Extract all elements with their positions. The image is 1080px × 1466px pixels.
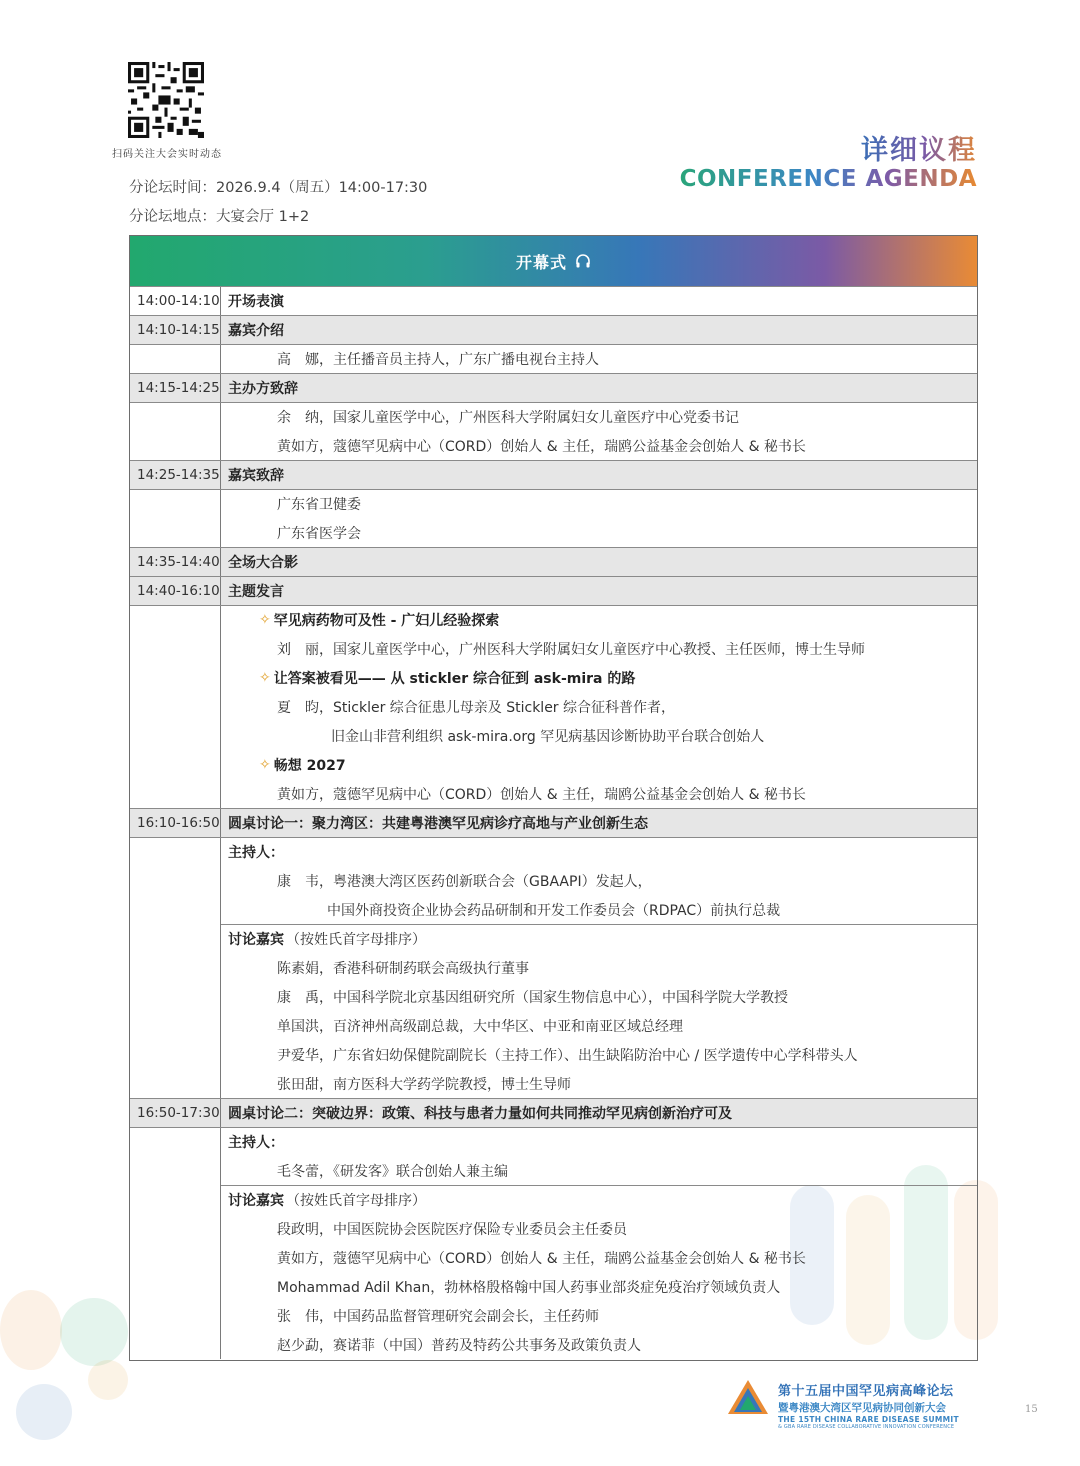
speaker-line: 夏 昀，Stickler 综合征患儿母亲及 Stickler 综合征科普作者，	[277, 699, 676, 716]
speaker-line: 黄如方，蔻德罕见病中心（CORD）创始人 & 主任，瑞鸥公益基金会创始人 & 秘书长	[277, 786, 806, 803]
agenda-row	[130, 866, 977, 895]
speaker-line: 尹爱华，广东省妇幼保健院副院长（主持工作）、出生缺陷防治中心 / 医学遗传中心学科带头人	[277, 1047, 858, 1064]
agenda-row	[130, 547, 977, 576]
time-cell: 14:10-14:15	[130, 316, 221, 344]
summit-name-cn: 第十五届中国罕见病高峰论坛	[778, 1384, 954, 1399]
panel-label	[221, 1185, 977, 1214]
time-cell: 16:50-17:30	[130, 1099, 221, 1127]
time-cell: 14:35-14:40	[130, 548, 221, 576]
decor-circle	[0, 1290, 62, 1370]
section-banner	[130, 236, 977, 286]
session-title: 开场表演	[228, 294, 284, 310]
time-cell: 14:15-14:25	[130, 374, 221, 402]
agenda-row	[130, 1011, 977, 1040]
panel-label	[221, 924, 977, 953]
agenda-row	[130, 518, 977, 547]
qr-caption: 扫码关注大会实时动态	[112, 149, 222, 160]
agenda-row	[130, 924, 977, 953]
speaker-line: 黄如方，蔻德罕见病中心（CORD）创始人 & 主任，瑞鸥公益基金会创始人 & 秘书长	[277, 438, 806, 455]
talk-topic	[221, 606, 977, 634]
agenda-row	[130, 1330, 977, 1359]
agenda-row	[130, 1185, 977, 1214]
session-title: 圆桌讨论一：聚力湾区：共建粤港澳罕见病诊疗高地与产业创新生态	[228, 816, 648, 832]
speaker-line: Mohammad Adil Khan，勃林格殷格翰中国人药事业部炎症免疫治疗领域负责人	[277, 1279, 781, 1296]
time-cell: 14:00-14:10	[130, 287, 221, 315]
speaker-line: 旧金山非营利组织 ask-mira.org 罕见病基因诊断协助平台联合创始人	[331, 728, 765, 745]
agenda-row	[130, 721, 977, 750]
session-title: 嘉宾介绍	[228, 323, 284, 339]
speaker-line: 广东省医学会	[277, 525, 361, 542]
sparkle-icon: ✧	[259, 669, 271, 686]
talk-topic	[221, 663, 977, 692]
agenda-row	[130, 1301, 977, 1330]
time-cell: 14:25-14:35	[130, 461, 221, 489]
sparkle-icon: ✧	[259, 756, 271, 773]
session-title: 全场大合影	[228, 555, 298, 571]
summit-name-en: THE 15TH CHINA RARE DISEASE SUMMIT	[778, 1415, 959, 1424]
banner-label: 开幕式	[515, 252, 567, 272]
page-title-cn: 详细议程	[861, 128, 977, 167]
speaker-line: 陈素娟，香港科研制药联会高级执行董事	[277, 960, 529, 977]
headphones-icon	[575, 253, 591, 269]
time-cell: 16:10-16:50	[130, 809, 221, 837]
session-title: 圆桌讨论二：突破边界：政策、科技与患者力量如何共同推动罕见病创新治疗可及	[228, 1106, 732, 1122]
panel-note: （按姓氏首字母排序）	[286, 932, 426, 948]
time-cell: 14:40-16:10	[130, 577, 221, 605]
agenda-row	[130, 1272, 977, 1301]
talk-title: 畅想 2027	[273, 757, 346, 774]
agenda-row	[130, 373, 977, 402]
agenda-table	[129, 235, 978, 1361]
host-label	[221, 1128, 977, 1156]
speaker-line: 张 伟，中国药品监督管理研究会副会长，主任药师	[277, 1308, 599, 1325]
speaker-line: 康 韦，粤港澳大湾区医药创新联合会（GBAAPI）发起人，	[277, 873, 652, 890]
agenda-row	[130, 344, 977, 373]
agenda-row	[130, 1156, 977, 1185]
qr-code[interactable]	[128, 62, 204, 138]
speaker-line: 高 娜，主任播音员主持人，广东广播电视台主持人	[277, 352, 599, 368]
agenda-row	[130, 431, 977, 460]
agenda-row	[130, 982, 977, 1011]
agenda-row	[130, 1127, 977, 1156]
forum-time: 分论坛时间：2026.9.4（周五）14:00-17:30	[129, 180, 428, 196]
speaker-line: 赵少勐，赛诺菲（中国）普药及特药公共事务及政策负责人	[277, 1337, 641, 1354]
agenda-row	[130, 1069, 977, 1098]
agenda-row	[130, 837, 977, 866]
agenda-row	[130, 315, 977, 344]
agenda-row	[130, 663, 977, 692]
agenda-row	[130, 576, 977, 605]
agenda-row	[130, 1214, 977, 1243]
summit-subtitle-cn: 暨粤港澳大湾区罕见病协同创新大会	[778, 1402, 946, 1414]
host-label	[221, 838, 977, 866]
agenda-row	[130, 489, 977, 518]
agenda-row	[130, 1040, 977, 1069]
summit-subtitle-en: & GBA RARE DISEASE COLLABORATIVE INNOVATION CONFERENCE	[778, 1424, 955, 1430]
talk-title: 让答案被看见—— 从 stickler 综合征到 ask-mira 的路	[273, 670, 636, 687]
session-title: 主题发言	[228, 584, 284, 600]
agenda-row	[130, 460, 977, 489]
agenda-row	[130, 1098, 977, 1127]
speaker-line: 单国洪，百济神州高级副总裁，大中华区、中亚和南亚区域总经理	[277, 1018, 683, 1035]
summit-logo	[726, 1378, 770, 1418]
agenda-row	[130, 808, 977, 837]
agenda-row	[130, 402, 977, 431]
panel-label-text: 讨论嘉宾	[228, 1193, 284, 1209]
speaker-line: 毛冬蕾，《研发客》联合创始人兼主编	[277, 1163, 508, 1180]
summit-name	[778, 1380, 980, 1430]
sparkle-icon: ✧	[259, 612, 271, 628]
talk-title: 罕见病药物可及性 - 广妇儿经验探索	[273, 613, 500, 629]
speaker-line: 刘 丽，国家儿童医学中心，广州医科大学附属妇女儿童医疗中心教授、主任医师，博士生导师	[277, 641, 865, 658]
panel-note: （按姓氏首字母排序）	[286, 1193, 426, 1209]
session-title: 嘉宾致辞	[228, 468, 284, 484]
agenda-row	[130, 1243, 977, 1272]
panel-label-text: 讨论嘉宾	[228, 932, 284, 948]
speaker-line: 康 禹，中国科学院北京基因组研究所（国家生物信息中心），中国科学院大学教授	[277, 989, 788, 1006]
speaker-line: 张田甜，南方医科大学药学院教授，博士生导师	[277, 1076, 571, 1093]
agenda-row	[130, 692, 977, 721]
agenda-row	[130, 634, 977, 663]
agenda-row	[130, 779, 977, 808]
page-number: 15	[1025, 1404, 1038, 1415]
agenda-row	[130, 953, 977, 982]
speaker-line: 余 纳，国家儿童医学中心，广州医科大学附属妇女儿童医疗中心党委书记	[277, 410, 739, 426]
host-label-text: 主持人：	[228, 845, 284, 861]
agenda-row	[130, 605, 977, 634]
session-title: 主办方致辞	[228, 381, 298, 397]
speaker-line: 黄如方，蔻德罕见病中心（CORD）创始人 & 主任，瑞鸥公益基金会创始人 & 秘书长	[277, 1250, 806, 1267]
agenda-row	[130, 286, 977, 315]
decor-circle	[16, 1384, 72, 1440]
talk-topic	[221, 750, 977, 779]
agenda-row	[130, 895, 977, 924]
decor-circle	[88, 1360, 128, 1400]
speaker-line: 段政明，中国医院协会医院医疗保险专业委员会主任委员	[277, 1221, 627, 1238]
decor-circle	[60, 1298, 128, 1366]
page-title-en: CONFERENCE AGENDA	[679, 166, 977, 192]
agenda-row	[130, 750, 977, 779]
forum-venue: 分论坛地点：大宴会厅 1+2	[129, 209, 310, 225]
host-label-text: 主持人：	[228, 1135, 284, 1151]
speaker-line: 中国外商投资企业协会药品研制和开发工作委员会（RDPAC）前执行总裁	[327, 902, 781, 919]
speaker-line: 广东省卫健委	[277, 497, 361, 513]
